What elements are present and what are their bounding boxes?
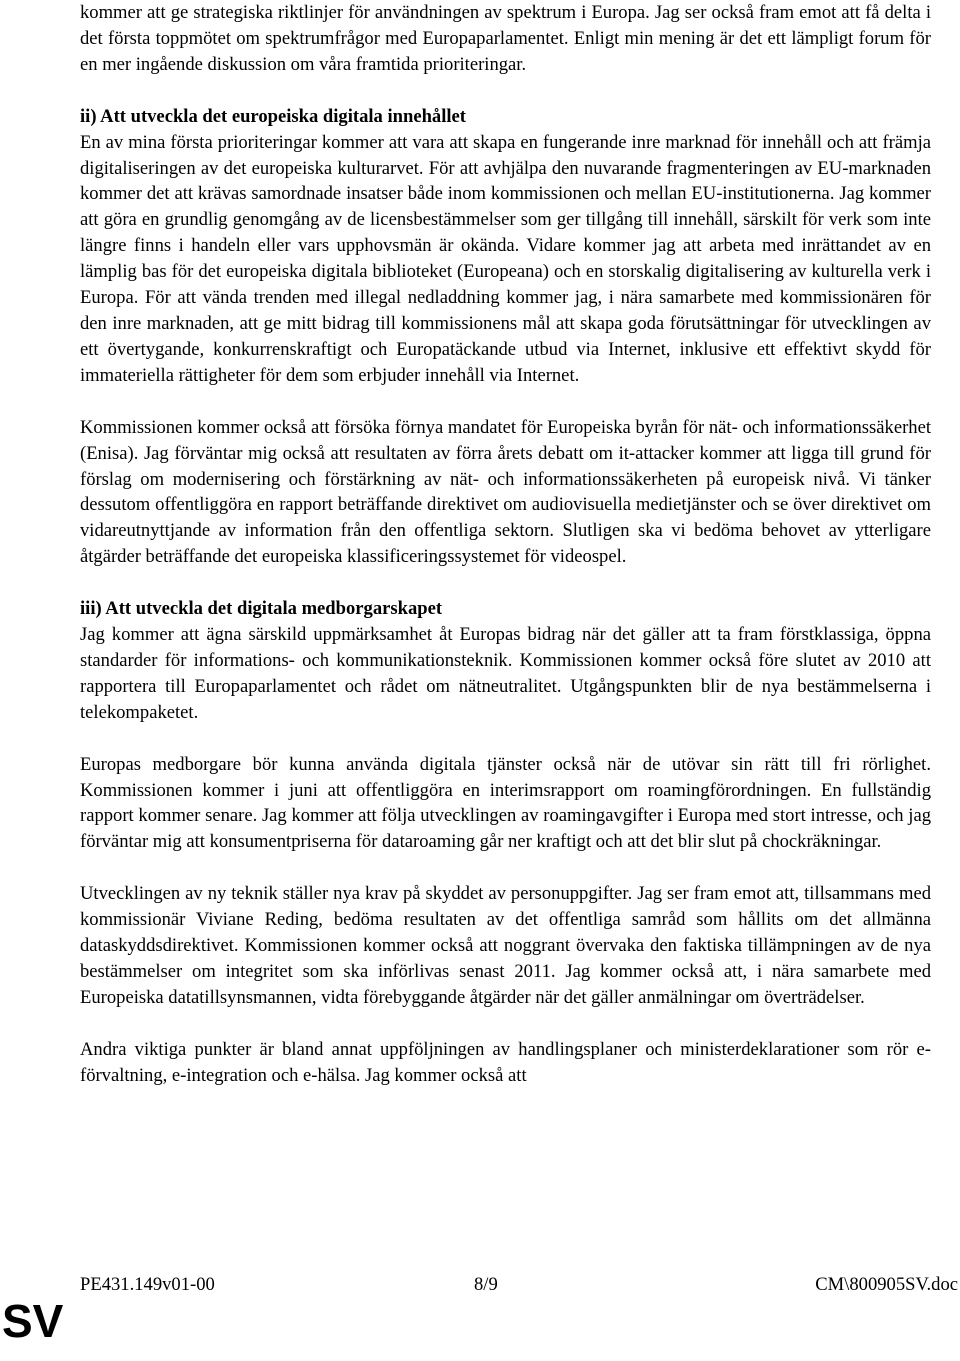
section-iii-paragraph-4: Andra viktiga punkter är bland annat uppföljningen av handlingsplaner och ministerdeklarationer som rör e-förvaltning, e-integration och e-hälsa. Jag kommer också att [80,1038,931,1086]
language-code: SV [2,1295,64,1347]
section-iii-heading: iii) Att utveckla det digitala medborgarskapet [80,598,443,620]
paragraph-gap [80,1011,931,1037]
section-iii-paragraph-3: Utvecklingen av ny teknik ställer nya krav på skyddet av personuppgifter. Jag ser fram emot att, tillsammans med kommissionär Viviane Reding, bedöma resultaten av det offentliga samråd som hållits om det allmänna dataskyddsdirektivet. Kommissionen kommer också att noggrant övervaka den faktiska tillämpningen av de nya bestämmelser om integritet som ska införlivas senast 2011. Jag kommer också att, i nära samarbete med Europeiska datatillsynsmannen, vidta förebyggande åtgärder när det gäller anmälningar om överträdelser. [80,883,931,1008]
section-ii-paragraph-1: En av mina första prioriteringar kommer att vara att skapa en fungerande inre marknad för innehåll och att främja digitaliseringen av det europeiska kulturarvet. För att avhjälpa den nuvarande fragmenteringen av EU-marknaden kommer det att krävas samordnade insatser både inom kommissionen och mellan EU-institutionerna. Jag kommer att göra en grundlig genomgång av de licensbestämmelser som ger tillgång till innehåll, särskilt för verk som inte längre finns i handeln eller vars upphovsmän är okända. Vidare kommer jag att arbeta med inrättandet av en lämplig bas för det europeiska digitala biblioteket (Europeana) och en storskalig digitalisering av kulturella verk i Europa. För att vända trenden med illegal nedladdning kommer jag, i nära samarbete med kommissionären för den inre marknaden, att ge mitt bidrag till kommissionens mål att skapa goda förutsättningar för utvecklingen av ett övertygande, konkurrenskraftigt och Europatäckande utbud via Internet, inklusive ett effektivt skydd för immateriella rättigheter för dem som erbjuder innehåll via Internet. [80,131,931,386]
page-number: 8/9 [474,1274,498,1295]
continuation-paragraph: kommer att ge strategiska riktlinjer för användningen av spektrum i Europa. Jag ser också fram emot att få delta i det första toppmötet om spektrumfrågor med Europaparlamentet. Enligt min mening är det ett lämpligt forum för en mer ingående diskussion om våra framtida prioriteringar. [80,2,931,75]
paragraph-gap [80,570,931,596]
document-reference: PE431.149v01-00 [80,1274,215,1295]
paragraph-gap [80,855,931,881]
section-iii-paragraph-2: Europas medborgare bör kunna använda digitala tjänster också när de utövar sin rätt till fri rörlighet. Kommissionen kommer i juni att offentliggöra en interimsrapport om roamingförordningen. En fullständig rapport kommer senare. Jag kommer att följa utvecklingen av roamingavgifter i Europa med stort intresse, och jag förväntar mig att konsumentpriserna för dataroaming går ner kraftigt och att det blir slut på chockräkningar. [80,753,931,853]
section-iii-paragraph-1: Jag kommer att ägna särskild uppmärksamhet åt Europas bidrag när det gäller att ta fram förstklassiga, öppna standarder för informations- och kommunikationsteknik. Kommissionen kommer också före slutet av 2010 att rapportera till Europaparlamentet och rådet om nätneutralitet. Utgångspunkten blir de nya bestämmelserna i telekompaketet. [80,624,931,723]
file-name: CM\800905SV.doc [815,1274,958,1295]
paragraph-gap [80,389,931,415]
section-ii-heading: ii) Att utveckla det europeiska digitala innehållet [80,105,467,127]
paragraph-gap [80,726,931,752]
paragraph-gap [80,78,931,104]
section-ii-paragraph-2: Kommissionen kommer också att försöka förnya mandatet för Europeiska byrån för nät- och informationssäkerhet (Enisa). Jag förväntar mig också att resultaten av förra årets debatt om it-attacker kommer att ligga till grund för förslag om modernisering och förstärkning av nät- och informationssäkerheten på europeisk nivå. Vi tänker dessutom offentliggöra en rapport beträffande direktivet om audiovisuella medietjänster och se över direktivet om vidareutnyttjande av information från den offentliga sektorn. Slutligen ska vi bedöma behovet av ytterligare åtgärder beträffande det europeiska klassificeringssystemet för videospel. [80,416,931,568]
document-body [80,0,931,1089]
page-footer [80,1272,960,1298]
